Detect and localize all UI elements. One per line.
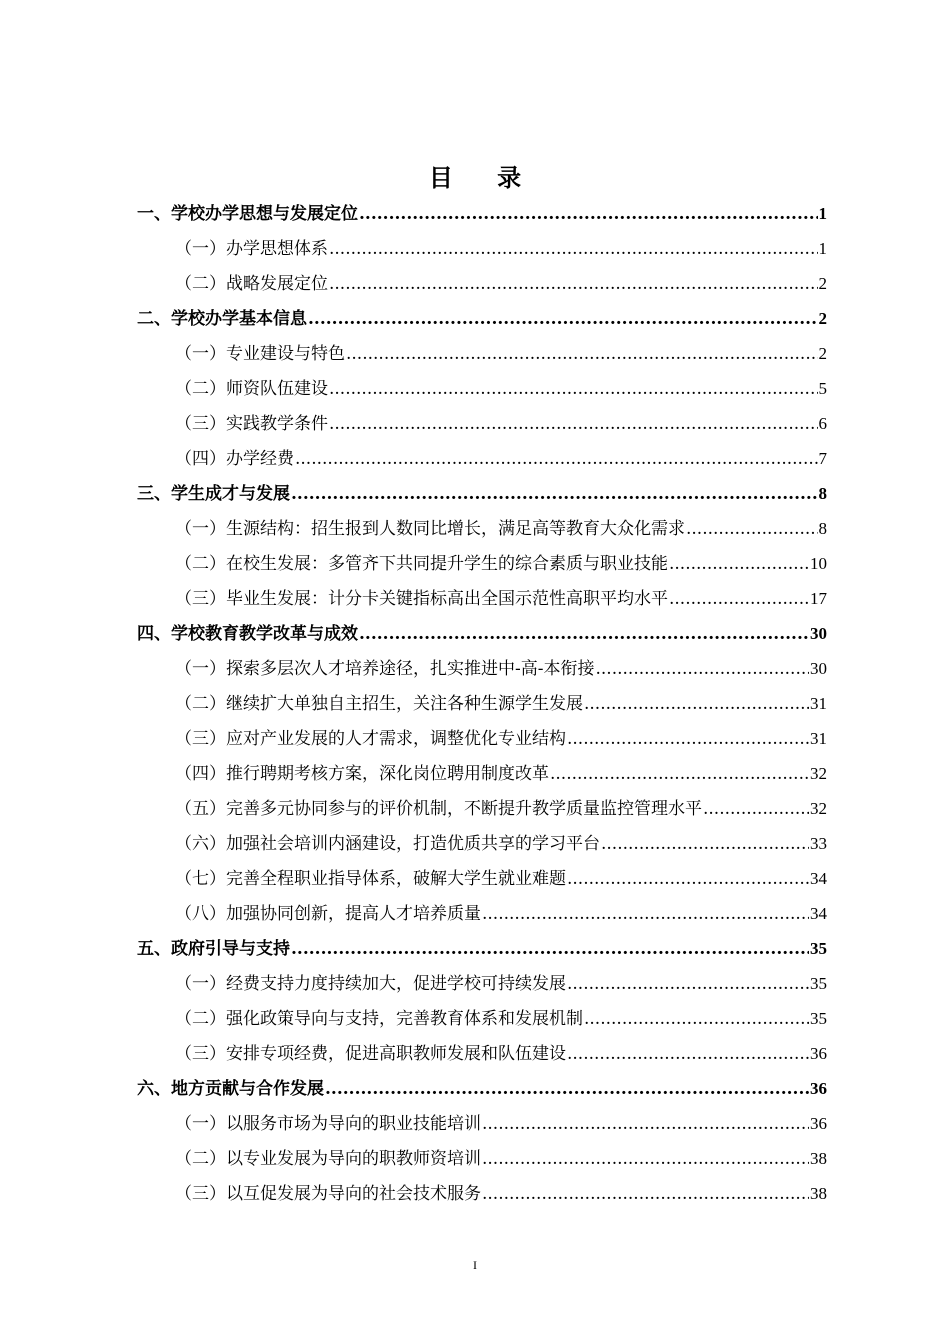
toc-dot-leader	[329, 232, 818, 267]
toc-entry-page-number: 1	[818, 204, 827, 223]
toc-dot-leader	[601, 827, 809, 862]
toc-entry-label: （三）实践教学条件	[175, 414, 328, 434]
toc-section-entry[interactable]	[137, 791, 827, 826]
toc-section-entry[interactable]	[137, 231, 827, 266]
toc-entry-page-number: 34	[810, 869, 827, 888]
toc-section-entry[interactable]	[137, 721, 827, 756]
toc-section-entry[interactable]	[137, 511, 827, 546]
toc-entry-label: （七）完善全程职业指导体系，破解大学生就业难题	[175, 869, 566, 889]
toc-entry-label: 一、学校办学思想与发展定位	[137, 204, 358, 224]
toc-entry-page-number: 31	[810, 729, 827, 748]
toc-entry-page-number: 38	[810, 1149, 827, 1168]
toc-dot-leader	[567, 722, 809, 757]
toc-entry-label: 五、政府引导与支持	[137, 939, 290, 959]
toc-dot-leader	[482, 1142, 809, 1177]
toc-dot-leader	[482, 1177, 809, 1212]
toc-dot-leader	[482, 1107, 809, 1142]
toc-entry-page-number: 6	[818, 414, 827, 433]
toc-dot-leader	[329, 267, 818, 302]
toc-entry-page-number: 36	[810, 1114, 827, 1133]
toc-entry-label: （三）应对产业发展的人才需求，调整优化专业结构	[175, 729, 566, 749]
page-number-footer: I	[473, 1258, 477, 1272]
toc-chapter-entry[interactable]	[137, 616, 827, 651]
toc-entry-page-number: 1	[818, 239, 827, 258]
toc-dot-leader	[291, 932, 809, 967]
toc-entry-page-number: 36	[810, 1079, 827, 1098]
toc-entry-label: 三、学生成才与发展	[137, 484, 290, 504]
table-of-contents	[137, 196, 827, 1211]
toc-dot-leader	[329, 372, 818, 407]
toc-dot-leader	[550, 757, 809, 792]
toc-section-entry[interactable]	[137, 686, 827, 721]
toc-section-entry[interactable]	[137, 581, 827, 616]
toc-dot-leader	[325, 1072, 809, 1107]
toc-entry-label: （一）以服务市场为导向的职业技能培训	[175, 1114, 481, 1134]
toc-section-entry[interactable]	[137, 1001, 827, 1036]
toc-entry-label: （二）在校生发展：多管齐下共同提升学生的综合素质与职业技能	[175, 554, 668, 574]
toc-entry-page-number: 34	[810, 904, 827, 923]
toc-entry-page-number: 2	[818, 309, 827, 328]
toc-dot-leader	[359, 197, 818, 232]
toc-dot-leader	[346, 337, 818, 372]
toc-entry-page-number: 35	[810, 939, 827, 958]
toc-dot-leader	[567, 862, 809, 897]
toc-entry-page-number: 7	[818, 449, 827, 468]
toc-dot-leader	[596, 652, 810, 687]
toc-dot-leader	[584, 1002, 809, 1037]
toc-section-entry[interactable]	[137, 1106, 827, 1141]
toc-entry-label: （三）毕业生发展：计分卡关键指标高出全国示范性高职平均水平	[175, 589, 668, 609]
toc-chapter-entry[interactable]	[137, 476, 827, 511]
toc-entry-label: （一）经费支持力度持续加大，促进学校可持续发展	[175, 974, 566, 994]
toc-section-entry[interactable]	[137, 546, 827, 581]
toc-chapter-entry[interactable]	[137, 301, 827, 336]
toc-entry-page-number: 5	[818, 379, 827, 398]
toc-dot-leader	[329, 407, 818, 442]
toc-entry-label: （六）加强社会培训内涵建设，打造优质共享的学习平台	[175, 834, 600, 854]
toc-section-entry[interactable]	[137, 441, 827, 476]
toc-section-entry[interactable]	[137, 336, 827, 371]
toc-section-entry[interactable]	[137, 966, 827, 1001]
toc-entry-label: 四、学校教育教学改革与成效	[137, 624, 358, 644]
toc-entry-page-number: 30	[810, 624, 827, 643]
toc-entry-label: （一）探索多层次人才培养途径，扎实推进中-高-本衔接	[175, 659, 595, 679]
toc-dot-leader	[669, 547, 809, 582]
toc-entry-page-number: 8	[818, 519, 827, 538]
toc-dot-leader	[567, 1037, 809, 1072]
toc-entry-page-number: 32	[810, 764, 827, 783]
toc-entry-label: （五）完善多元协同参与的评价机制，不断提升教学质量监控管理水平	[175, 799, 702, 819]
toc-chapter-entry[interactable]	[137, 196, 827, 231]
page-title: 目 录	[428, 163, 540, 192]
toc-entry-label: 六、地方贡献与合作发展	[137, 1079, 324, 1099]
toc-section-entry[interactable]	[137, 1036, 827, 1071]
toc-entry-label: （一）办学思想体系	[175, 239, 328, 259]
toc-entry-label: （二）继续扩大单独自主招生，关注各种生源学生发展	[175, 694, 583, 714]
toc-entry-label: （二）以专业发展为导向的职教师资培训	[175, 1149, 481, 1169]
toc-dot-leader	[669, 582, 809, 617]
toc-chapter-entry[interactable]	[137, 931, 827, 966]
toc-entry-label: （四）办学经费	[175, 449, 294, 469]
toc-dot-leader	[359, 617, 809, 652]
toc-entry-page-number: 35	[810, 1009, 827, 1028]
toc-entry-page-number: 2	[818, 274, 827, 293]
toc-entry-page-number: 30	[810, 659, 827, 678]
toc-dot-leader	[482, 897, 809, 932]
toc-dot-leader	[703, 792, 809, 827]
toc-section-entry[interactable]	[137, 861, 827, 896]
toc-chapter-entry[interactable]	[137, 1071, 827, 1106]
toc-entry-label: （一）专业建设与特色	[175, 344, 345, 364]
toc-dot-leader	[308, 302, 818, 337]
toc-section-entry[interactable]	[137, 1141, 827, 1176]
toc-entry-label: （三）安排专项经费，促进高职教师发展和队伍建设	[175, 1044, 566, 1064]
toc-section-entry[interactable]	[137, 651, 827, 686]
toc-dot-leader	[686, 512, 818, 547]
toc-entry-label: （二）战略发展定位	[175, 274, 328, 294]
toc-entry-label: （一）生源结构：招生报到人数同比增长，满足高等教育大众化需求	[175, 519, 685, 539]
toc-entry-page-number: 17	[810, 589, 827, 608]
toc-entry-page-number: 33	[810, 834, 827, 853]
toc-entry-page-number: 38	[810, 1184, 827, 1203]
toc-entry-page-number: 8	[818, 484, 827, 503]
toc-entry-label: （二）强化政策导向与支持，完善教育体系和发展机制	[175, 1009, 583, 1029]
toc-entry-label: （四）推行聘期考核方案，深化岗位聘用制度改革	[175, 764, 549, 784]
toc-entry-page-number: 36	[810, 1044, 827, 1063]
toc-dot-leader	[291, 477, 818, 512]
toc-section-entry[interactable]	[137, 826, 827, 861]
toc-entry-label: （二）师资队伍建设	[175, 379, 328, 399]
toc-entry-label: 二、学校办学基本信息	[137, 309, 307, 329]
toc-dot-leader	[584, 687, 809, 722]
toc-entry-page-number: 35	[810, 974, 827, 993]
toc-entry-page-number: 10	[810, 554, 827, 573]
toc-entry-page-number: 2	[818, 344, 827, 363]
toc-section-entry[interactable]	[137, 371, 827, 406]
toc-section-entry[interactable]	[137, 406, 827, 441]
toc-section-entry[interactable]	[137, 1176, 827, 1211]
toc-entry-page-number: 31	[810, 694, 827, 713]
toc-section-entry[interactable]	[137, 266, 827, 301]
toc-dot-leader	[567, 967, 809, 1002]
toc-section-entry[interactable]	[137, 896, 827, 931]
toc-dot-leader	[295, 442, 818, 477]
toc-section-entry[interactable]	[137, 756, 827, 791]
toc-entry-label: （三）以互促发展为导向的社会技术服务	[175, 1184, 481, 1204]
toc-entry-label: （八）加强协同创新，提高人才培养质量	[175, 904, 481, 924]
toc-entry-page-number: 32	[810, 799, 827, 818]
